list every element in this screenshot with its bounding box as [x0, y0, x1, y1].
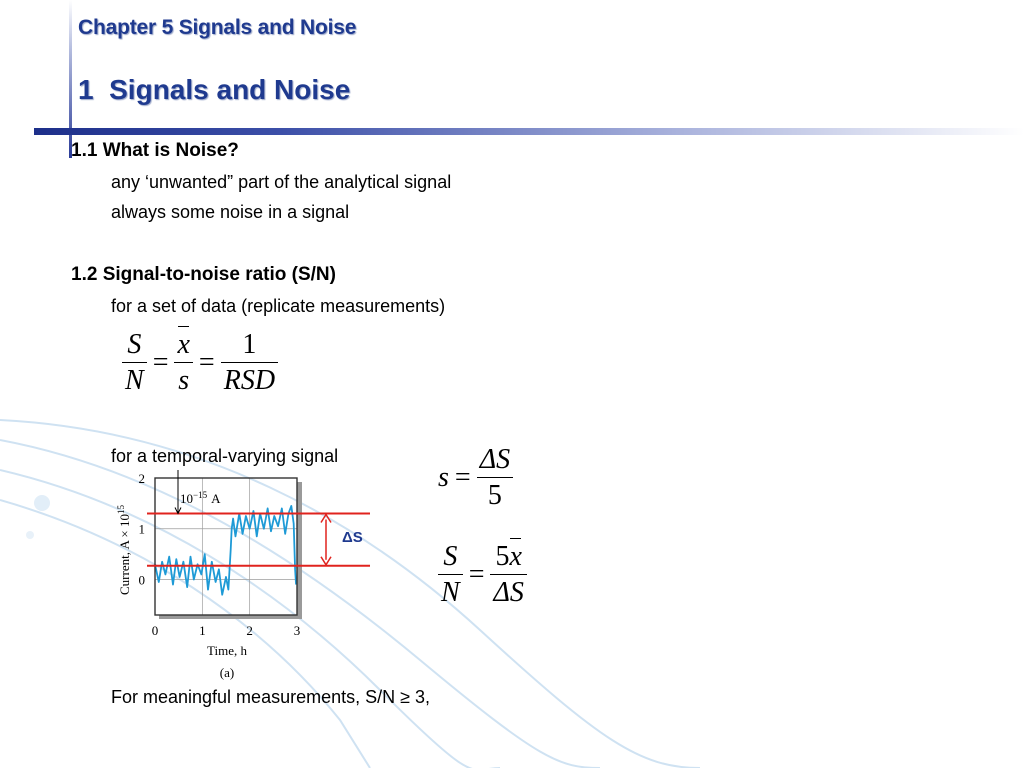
y-tick-label: 2 — [138, 471, 145, 486]
replicate-label: for a set of data (replicate measurements) — [111, 296, 446, 316]
conclusion-text: For meaningful measurements, S/N ≥ 3, — [111, 687, 431, 707]
current-vs-time-chart — [112, 470, 382, 688]
fraction-s-over-n-2 — [438, 542, 463, 608]
fraction-delta-s-over-5 — [477, 445, 513, 511]
eq2-delta-s: ΔS — [479, 444, 511, 475]
x-tick-label: 0 — [151, 623, 159, 638]
plot-shadow-right — [297, 482, 302, 619]
current-trace — [155, 506, 296, 595]
equals-sign: = — [468, 558, 485, 590]
noise-definition-text: any ‘unwanted” part of the analytical signal — [111, 172, 452, 192]
fraction-xbar-over-s — [174, 330, 192, 396]
slide-title: 1 Signals and Noise — [78, 74, 351, 105]
noise-always-text: always some noise in a signal — [111, 202, 350, 222]
equation-s-delta — [438, 445, 513, 511]
eq3-n: N — [441, 577, 460, 609]
eq1-denominator-n: N — [125, 365, 144, 397]
eq3-five: 5 — [495, 541, 510, 572]
x-tick-label: 3 — [293, 623, 301, 638]
eq1-mean-x: x — [177, 329, 190, 360]
y-axis-label-text: Current, A × 10 — [117, 514, 132, 595]
fraction-one-over-rsd — [221, 330, 278, 396]
title-underline-bar — [34, 128, 1024, 135]
equation-sn-temporal — [438, 542, 527, 608]
equation-sn-rsd — [122, 330, 278, 396]
x-tick-label: 2 — [246, 623, 253, 638]
panel-label: (a) — [219, 665, 235, 680]
scale-label — [180, 490, 221, 506]
heading-signal-to-noise: 1.2 Signal-to-noise ratio (S/N) — [71, 264, 336, 285]
eq3-s: S — [443, 541, 458, 572]
eq2-s: s — [438, 461, 449, 493]
y-tick-label: 1 — [138, 521, 145, 537]
chapter-title: Chapter 5 Signals and Noise — [78, 16, 357, 39]
scale-label-unit: A — [211, 491, 221, 506]
scale-label-base: 10 — [180, 491, 193, 506]
heading-what-is-noise: 1.1 What is Noise? — [71, 140, 239, 161]
eq1-numerator-s: S — [127, 329, 142, 360]
fraction-5xbar-over-delta-s — [490, 542, 526, 608]
eq1-std-s: s — [178, 365, 190, 397]
plot-frame — [155, 478, 297, 615]
y-axis-label — [116, 505, 132, 596]
x-axis-label: Time, h — [207, 643, 247, 658]
eq1-rsd: RSD — [223, 365, 276, 397]
eq1-one: 1 — [242, 329, 257, 360]
y-axis-label-exponent: 15 — [116, 505, 126, 514]
delta-s-label: ΔS — [342, 529, 363, 546]
x-tick-label: 1 — [199, 623, 206, 638]
y-tick-label: 0 — [138, 572, 145, 588]
scale-label-exp: −15 — [193, 490, 208, 500]
fraction-s-over-n — [122, 330, 147, 396]
eq2-five: 5 — [487, 480, 502, 512]
equals-sign: = — [454, 461, 471, 493]
eq3-delta-s: ΔS — [493, 577, 524, 609]
eq3-mean-x: x — [509, 541, 522, 572]
equals-sign: = — [198, 346, 215, 378]
equals-sign: = — [152, 346, 169, 378]
temporal-label: for a temporal-varying signal — [111, 446, 339, 466]
